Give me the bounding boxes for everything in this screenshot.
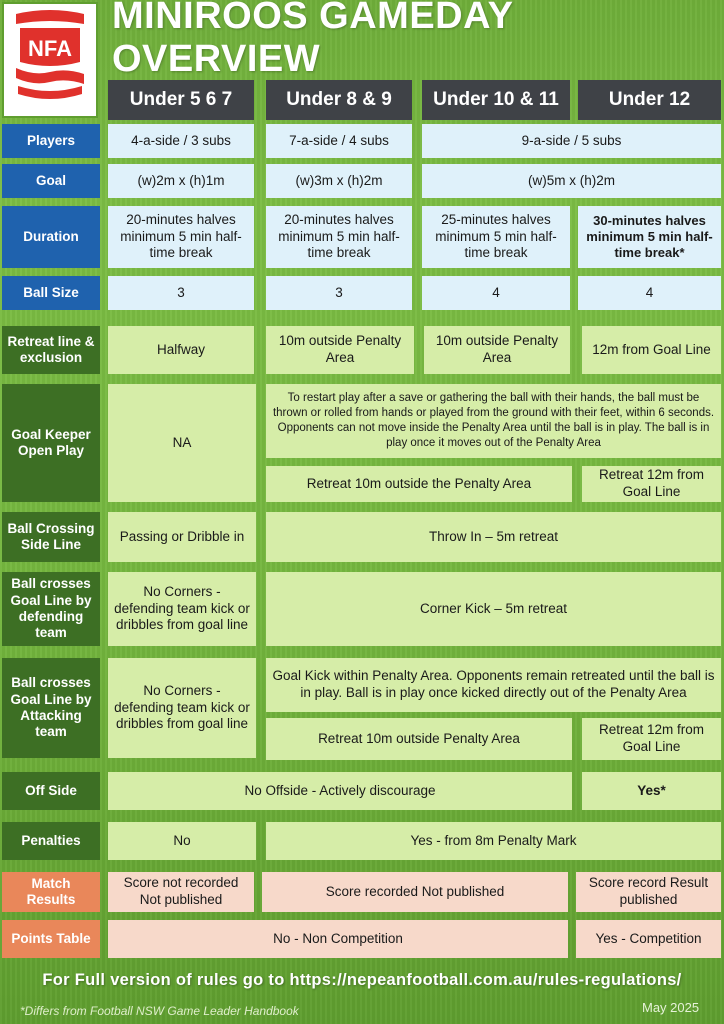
cell-goal-u10-12: (w)5m x (h)2m	[422, 164, 721, 198]
page-title: MINIROOS GAMEDAY OVERVIEW	[112, 0, 513, 80]
cell-ball-size-u12: 4	[578, 276, 721, 310]
cell-retreat-u1011: 10m outside Penalty Area	[424, 326, 570, 374]
cell-attacking-rules: Goal Kick within Penalty Area. Opponents remain retreated until the ball is in play. Ball is in play once kicked directly out of the Penalty Area	[266, 658, 721, 712]
cell-attacking-retreat-u12: Retreat 12m from Goal Line	[582, 718, 721, 760]
cell-ball-size-u567: 3	[108, 276, 254, 310]
cell-defending-u567: No Corners - defending team kick or dribbles from goal line	[108, 572, 256, 646]
cell-ball-size-u1011: 4	[422, 276, 570, 310]
cell-offside-u5-11: No Offside - Actively discourage	[108, 772, 572, 810]
cell-gk-u567: NA	[108, 384, 256, 502]
label-ball-size: Ball Size	[2, 276, 100, 310]
cell-attacking-retreat-mid: Retreat 10m outside Penalty Area	[266, 718, 572, 760]
header-under-10-11: Under 10 & 11	[422, 80, 570, 120]
cell-gk-retreat-mid: Retreat 10m outside the Penalty Area	[266, 466, 572, 502]
cell-defending-rest: Corner Kick – 5m retreat	[266, 572, 721, 646]
header-under-5-6-7: Under 5 6 7	[108, 80, 254, 120]
nfa-logo	[2, 2, 98, 118]
cell-penalties-rest: Yes - from 8m Penalty Mark	[266, 822, 721, 860]
label-penalties: Penalties	[2, 822, 100, 860]
cell-attacking-u567: No Corners - defending team kick or dribbles from goal line	[108, 658, 256, 758]
cell-side-u567: Passing or Dribble in	[108, 512, 256, 562]
cell-results-u567: Score not recorded Not published	[108, 872, 254, 912]
cell-results-u12: Score record Result published	[576, 872, 721, 912]
label-match-results: Match Results	[2, 872, 100, 912]
cell-duration-u567: 20-minutes halves minimum 5 min half-time break	[108, 206, 254, 268]
cell-goal-u89: (w)3m x (h)2m	[266, 164, 412, 198]
label-ball-side-line: Ball Crossing Side Line	[2, 512, 100, 562]
label-retreat-line: Retreat line & exclusion	[2, 326, 100, 374]
header-under-12: Under 12	[578, 80, 721, 120]
label-goal: Goal	[2, 164, 100, 198]
cell-points-u5-11: No - Non Competition	[108, 920, 568, 958]
label-duration: Duration	[2, 206, 100, 268]
issue-date: May 2025	[642, 1000, 700, 1015]
cell-players-u567: 4-a-side / 3 subs	[108, 124, 254, 158]
cell-side-rest: Throw In – 5m retreat	[266, 512, 721, 562]
cell-retreat-u12: 12m from Goal Line	[582, 326, 721, 374]
nfa-crest-icon	[4, 4, 96, 116]
cell-players-u89: 7-a-side / 4 subs	[266, 124, 412, 158]
label-points-table: Points Table	[2, 920, 100, 958]
cell-duration-u1011: 25-minutes halves minimum 5 min half-time break	[422, 206, 570, 268]
cell-retreat-u89: 10m outside Penalty Area	[266, 326, 414, 374]
label-off-side: Off Side	[2, 772, 100, 810]
cell-goal-u567: (w)2m x (h)1m	[108, 164, 254, 198]
cell-retreat-u567: Halfway	[108, 326, 254, 374]
label-goal-line-defending: Ball crosses Goal Line by defending team	[2, 572, 100, 646]
cell-duration-u12: 30-minutes halves minimum 5 min half-time break*	[578, 206, 721, 268]
cell-duration-u89: 20-minutes halves minimum 5 min half-time break	[266, 206, 412, 268]
logo-text: NFA	[28, 36, 72, 61]
cell-gk-retreat-u12: Retreat 12m from Goal Line	[582, 466, 721, 502]
cell-players-u10-12: 9-a-side / 5 subs	[422, 124, 721, 158]
cell-offside-u12: Yes*	[582, 772, 721, 810]
footnote: *Differs from Football NSW Game Leader Handbook	[20, 1004, 299, 1018]
cell-gk-rules: To restart play after a save or gathering the ball with their hands, the ball must be thrown or rolled from hands or played from the ground with their feet, within 6 seconds. Opponents can not move inside the Penalty Area until the ball is in play. The ball is in play once it moves out of the Penalty Area	[266, 384, 721, 458]
label-goal-line-attacking: Ball crosses Goal Line by Attacking team	[2, 658, 100, 758]
cell-points-u12: Yes - Competition	[576, 920, 721, 958]
cell-results-u8-11: Score recorded Not published	[262, 872, 568, 912]
label-gk-open-play: Goal Keeper Open Play	[2, 384, 100, 502]
cell-ball-size-u89: 3	[266, 276, 412, 310]
header-under-8-9: Under 8 & 9	[266, 80, 412, 120]
cell-penalties-u567: No	[108, 822, 256, 860]
footer-rules-link[interactable]: For Full version of rules go to https://nepeanfootball.com.au/rules-regulations/	[42, 970, 682, 989]
label-players: Players	[2, 124, 100, 158]
